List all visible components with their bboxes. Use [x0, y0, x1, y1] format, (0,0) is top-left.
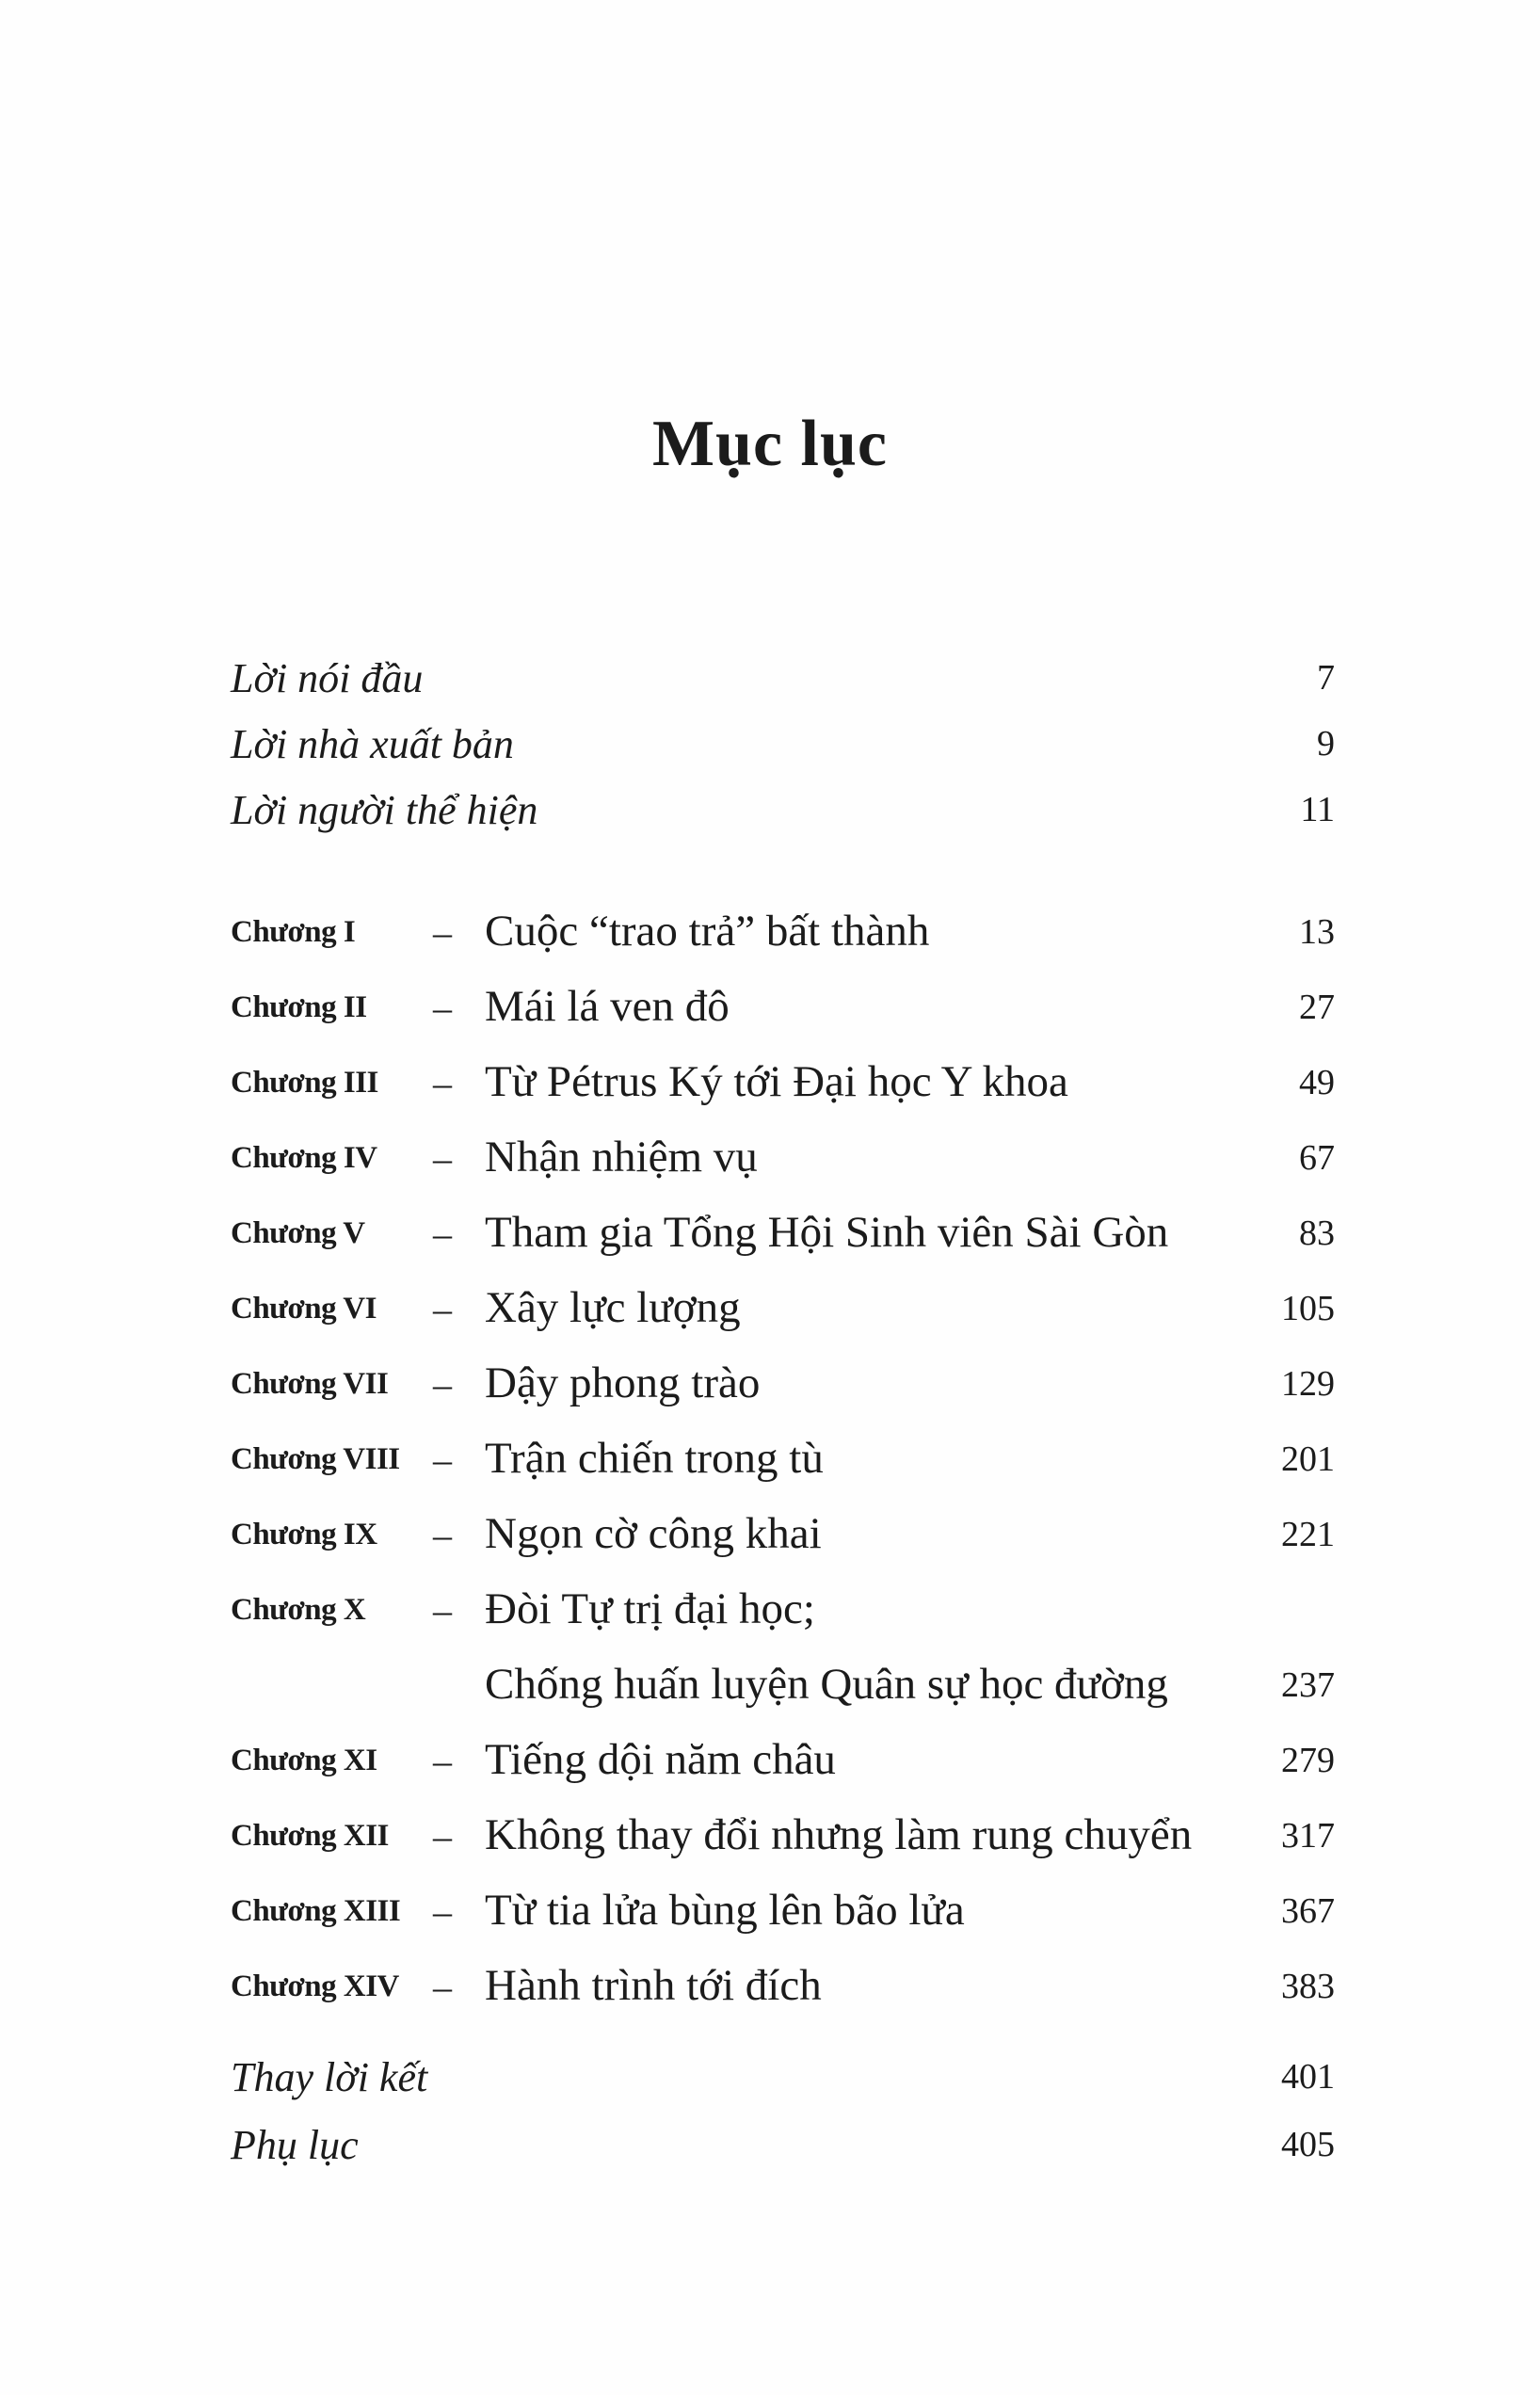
page-number: 49	[1299, 1063, 1335, 1102]
chapter-title: Từ Pétrus Ký tới Đại học Y khoa	[485, 1057, 1068, 1107]
toc-row	[231, 970, 1335, 1045]
chapter-title: Xây lực lượng	[485, 1283, 741, 1333]
chapter-separator: –	[433, 986, 452, 1029]
chapter-title-line-1: Đòi Tự trị đại học;	[485, 1584, 815, 1634]
chapter-separator: –	[433, 1362, 452, 1406]
page-title: Mục lục	[651, 408, 889, 480]
chapter-label: Chương VI	[231, 1291, 377, 1326]
chapter-separator: –	[433, 1513, 452, 1556]
chapter-separator: –	[433, 1588, 452, 1631]
toc-row	[231, 1723, 1335, 1798]
chapter-title: Mái lá ven đô	[485, 982, 730, 1032]
page-number: 13	[1299, 912, 1335, 952]
page-number: 7	[1317, 658, 1335, 698]
chapter-label: Chương XII	[231, 1818, 389, 1853]
toc-row	[231, 2043, 1335, 2111]
toc-row	[231, 1422, 1335, 1497]
page-number: 83	[1299, 1214, 1335, 1253]
chapter-separator: –	[433, 1889, 452, 1933]
toc-row	[231, 777, 1335, 843]
toc-row	[231, 1120, 1335, 1196]
page-number: 27	[1299, 988, 1335, 1027]
chapter-title: Cuộc “trao trả” bất thành	[485, 907, 930, 956]
page-number: 67	[1299, 1138, 1335, 1178]
page-number: 201	[1281, 1439, 1335, 1479]
chapter-title: Nhận nhiệm vụ	[485, 1133, 758, 1182]
page-number: 383	[1281, 1967, 1335, 2006]
chapter-separator: –	[433, 1287, 452, 1330]
chapter-label: Chương VIII	[231, 1441, 400, 1476]
toc-row	[231, 711, 1335, 777]
chapter-label: Chương X	[231, 1592, 366, 1627]
chapter-title-line-2: Chống huấn luyện Quân sự học đường	[485, 1660, 1168, 1710]
toc-row	[231, 2111, 1335, 2178]
chapter-separator: –	[433, 1814, 452, 1857]
chapter-separator: –	[433, 1136, 452, 1180]
page-number: 367	[1281, 1891, 1335, 1931]
toc-row	[231, 1196, 1335, 1271]
front-matter-label: Lời nói đầu	[231, 654, 424, 701]
toc-row	[231, 645, 1335, 711]
toc-row	[231, 1949, 1335, 2024]
page-number: 279	[1281, 1741, 1335, 1780]
chapter-title: Ngọn cờ công khai	[485, 1509, 822, 1559]
chapter-label: Chương XIII	[231, 1893, 401, 1928]
chapter-title: Không thay đổi nhưng làm rung chuyển	[485, 1810, 1193, 1860]
page-number: 237	[1281, 1665, 1335, 1705]
chapter-title: Tham gia Tổng Hội Sinh viên Sài Gòn	[485, 1208, 1169, 1258]
chapter-title: Tiếng dội năm châu	[485, 1735, 836, 1785]
chapter-title: Dậy phong trào	[485, 1358, 761, 1408]
chapter-label: Chương VII	[231, 1366, 389, 1401]
chapter-label: Chương XIV	[231, 1969, 399, 2003]
page-number: 221	[1281, 1515, 1335, 1554]
chapters-section	[231, 894, 1335, 2024]
chapter-label: Chương V	[231, 1215, 365, 1250]
page-number: 9	[1317, 724, 1335, 764]
toc-row	[231, 1271, 1335, 1346]
chapter-title: Hành trình tới đích	[485, 1961, 822, 2011]
toc-row	[231, 1497, 1335, 1572]
back-matter-label: Thay lời kết	[231, 2053, 428, 2100]
toc-row	[231, 1873, 1335, 1949]
page-number: 405	[1281, 2125, 1335, 2164]
chapter-label: Chương IV	[231, 1140, 377, 1175]
front-matter-section	[231, 645, 1335, 843]
toc-row	[231, 1572, 1335, 1723]
toc-row	[231, 1045, 1335, 1120]
chapter-separator: –	[433, 1965, 452, 2008]
chapter-separator: –	[433, 1739, 452, 1782]
page-number: 401	[1281, 2057, 1335, 2097]
page-number: 105	[1281, 1289, 1335, 1328]
chapter-title	[485, 1572, 1250, 1723]
table-of-contents	[231, 645, 1335, 2178]
chapter-label: Chương XI	[231, 1743, 377, 1777]
toc-row	[231, 894, 1335, 970]
back-matter-section	[231, 2043, 1335, 2178]
chapter-separator: –	[433, 1061, 452, 1104]
toc-row	[231, 1798, 1335, 1873]
page-number: 317	[1281, 1816, 1335, 1856]
chapter-separator: –	[433, 1212, 452, 1255]
toc-row	[231, 1346, 1335, 1422]
chapter-title: Từ tia lửa bùng lên bão lửa	[485, 1886, 965, 1936]
chapter-label: Chương I	[231, 914, 356, 949]
chapter-separator: –	[433, 910, 452, 954]
chapter-title: Trận chiến trong tù	[485, 1434, 824, 1484]
back-matter-label: Phụ lục	[231, 2121, 359, 2168]
page-number: 11	[1300, 790, 1335, 829]
chapter-label: Chương III	[231, 1065, 378, 1100]
chapter-separator: –	[433, 1438, 452, 1481]
front-matter-label: Lời nhà xuất bản	[231, 720, 514, 767]
chapter-label: Chương II	[231, 989, 367, 1024]
chapter-label: Chương IX	[231, 1517, 377, 1551]
front-matter-label: Lời người thể hiện	[231, 786, 538, 833]
page-number: 129	[1281, 1364, 1335, 1404]
